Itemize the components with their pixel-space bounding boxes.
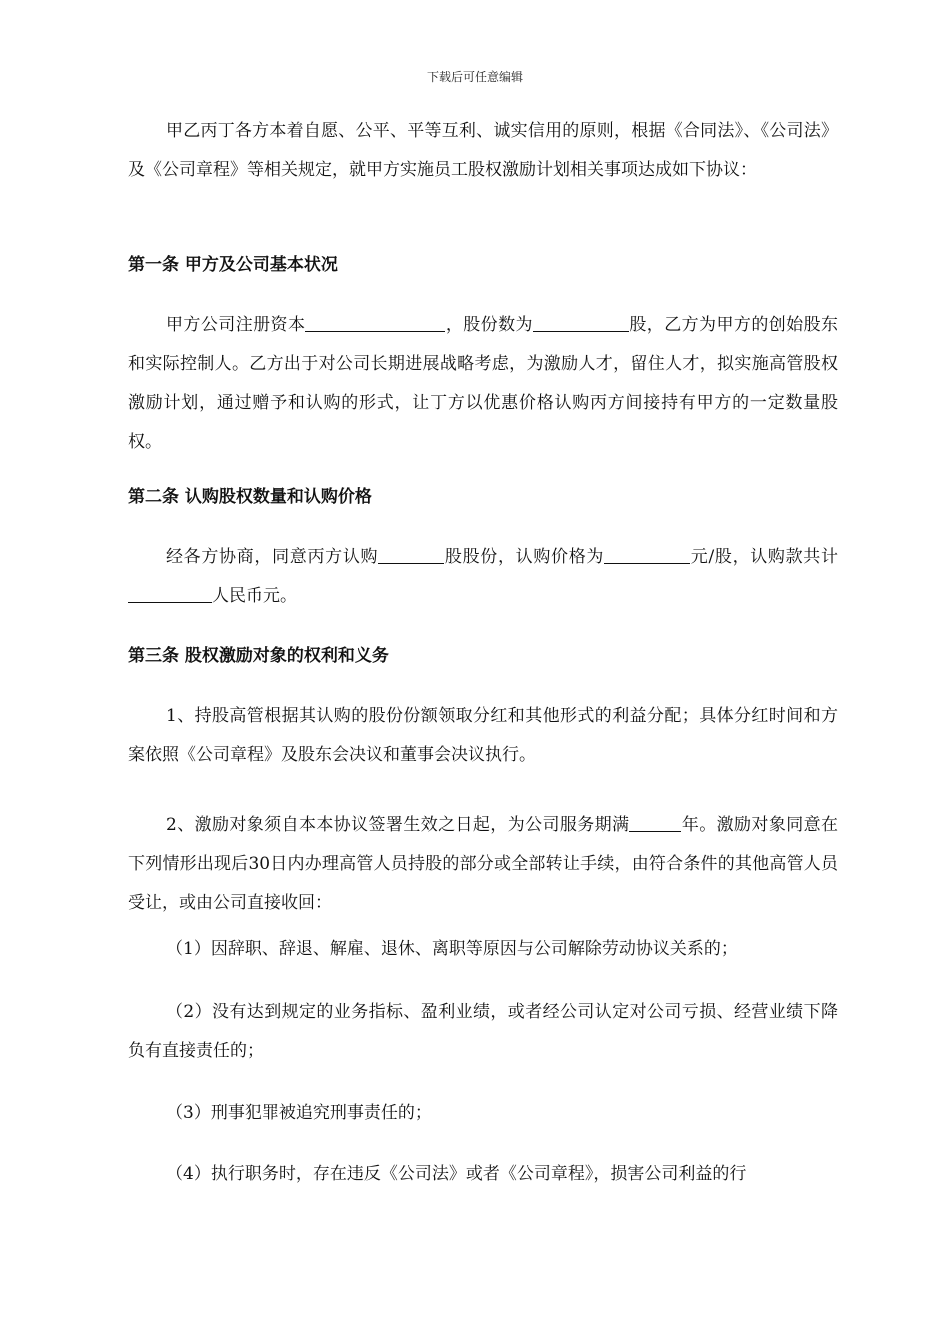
article-1-text-b: ，股份数为 <box>445 315 533 335</box>
service-years-blank <box>629 813 681 832</box>
article-3-item-1: 1、持股高管根据其认购的股份份额领取分红和其他形式的利益分配；具体分红时间和方案依照《公司章程》及股东会决议和董事会决议执行。 <box>128 706 838 765</box>
article-3-title: 第三条 股权激励对象的权利和义务 <box>128 646 389 666</box>
total-amount-blank <box>128 584 212 603</box>
article-2-text-a: 经各方协商，同意丙方认购 <box>166 547 379 567</box>
article-1-text-a: 甲方公司注册资本 <box>166 315 306 335</box>
article-2-text-d: 人民币元。 <box>212 586 297 606</box>
article-3-item-2 <box>128 806 838 923</box>
article-2-text-b: 股股份，认购价格为 <box>444 547 605 567</box>
article-2-title: 第二条 认购股权数量和认购价格 <box>128 487 372 507</box>
subscription-shares-blank <box>378 545 444 564</box>
price-per-share-blank <box>604 545 690 564</box>
page-header: 下载后可任意编辑 <box>426 70 523 84</box>
article-3-item-2-text-b: 年。激励对象同意在下列情形出现后30日内办理高管人员持股的部分或全部转让手续，由符合条件的其他高管人员受让，或由公司直接收回： <box>128 815 838 913</box>
article-3-sub-4: （4）执行职务时，存在违反《公司法》或者《公司章程》，损害公司利益的行 <box>166 1164 747 1184</box>
article-2-paragraph <box>128 538 838 616</box>
article-3-item-2-text-a: 2、激励对象须自本本协议签署生效之日起，为公司服务期满 <box>166 815 630 835</box>
article-1-text-c: 股，乙方为甲方的创始股东和实际控制人。乙方出于对公司长期进展战略考虑，为激励人才，留住人才，拟实施高管股权激励计划，通过赠予和认购的形式，让丁方以优惠价格认购丙方间接持有甲方的一定数量股权。 <box>128 315 839 452</box>
article-1-paragraph <box>128 306 838 462</box>
intro-paragraph: 甲乙丙丁各方本着自愿、公平、平等互利、诚实信用的原则，根据《合同法》、《公司法》及《公司章程》等相关规定，就甲方实施员工股权激励计划相关事项达成如下协议： <box>128 121 838 180</box>
registered-capital-blank <box>305 313 445 332</box>
article-3-sub-1: （1）因辞职、辞退、解雇、退休、离职等原因与公司解除劳动协议关系的； <box>166 939 738 959</box>
article-3-sub-2: （2）没有达到规定的业务指标、盈利业绩，或者经公司认定对公司亏损、经营业绩下降负有直接责任的； <box>128 1002 838 1061</box>
article-2-text-c: 元/股，认购款共计 <box>690 547 838 567</box>
article-3-sub-3: （3）刑事犯罪被追究刑事责任的； <box>166 1103 432 1123</box>
share-count-blank <box>533 313 629 332</box>
article-1-title: 第一条 甲方及公司基本状况 <box>128 255 338 275</box>
